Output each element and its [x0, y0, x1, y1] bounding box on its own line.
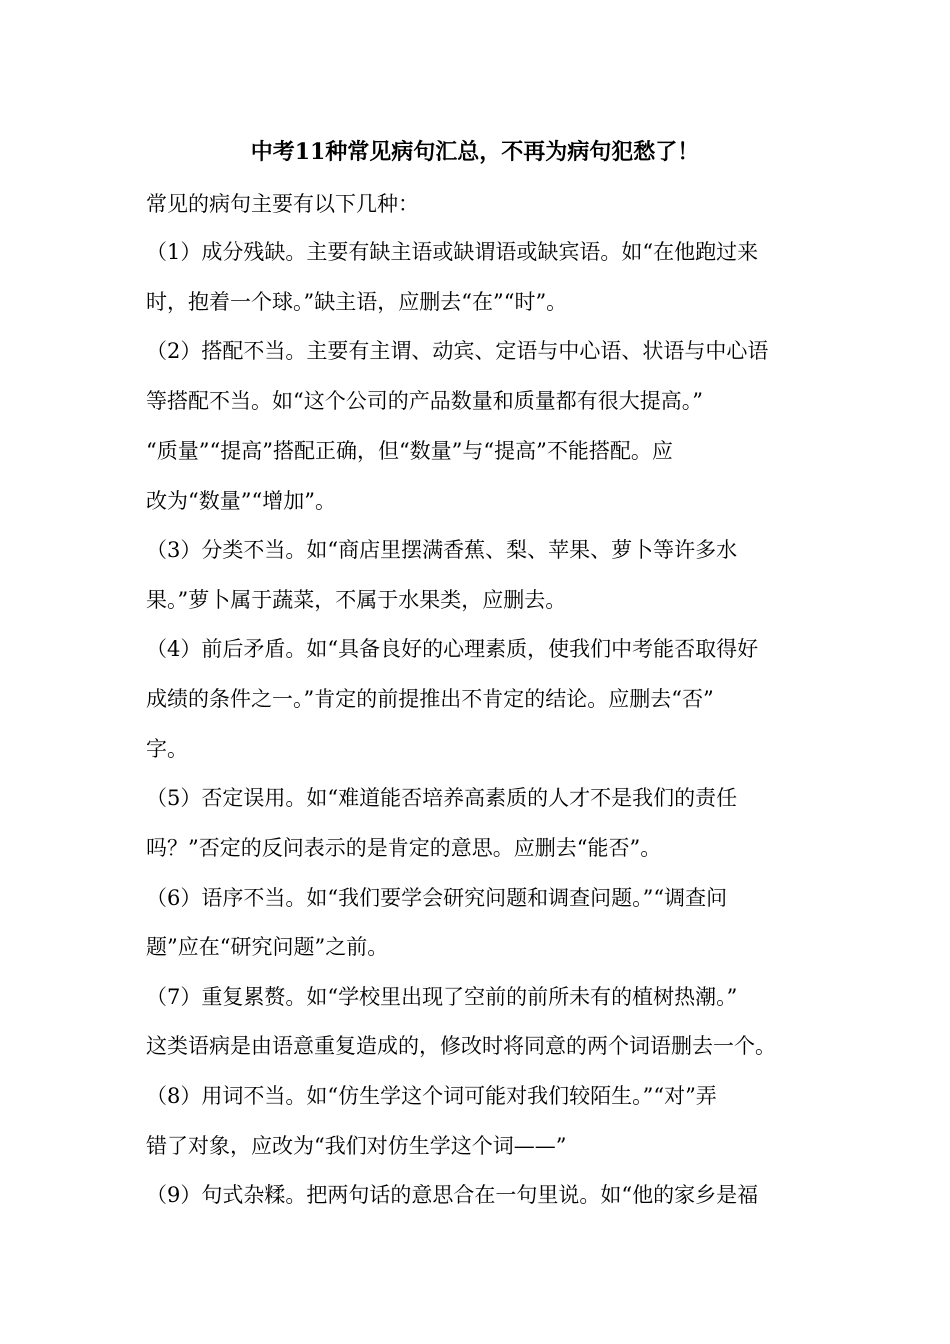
- text-line: （2）搭配不当。主要有主谓、动宾、定语与中心语、状语与中心语: [146, 339, 769, 363]
- text-line: （6）语序不当。如“我们要学会研究问题和调查问题。”“调查问: [146, 886, 728, 910]
- text-line: （3）分类不当。如“商店里摆满香蕉、梨、苹果、萝卜等许多水: [146, 538, 738, 562]
- text-line: “质量”“提高”搭配正确，但“数量”与“提高”不能搭配。应: [146, 439, 673, 463]
- text-line: 改为“数量”“增加”。: [146, 489, 336, 513]
- text-line: 时，抱着一个球。”缺主语，应删去“在”“时”。: [146, 290, 568, 314]
- text-line: 常见的病句主要有以下几种：: [146, 192, 419, 216]
- text-line: （8）用词不当。如“仿生学这个词可能对我们较陌生。”“对”弄: [146, 1084, 717, 1108]
- text-line: （4）前后矛盾。如“具备良好的心理素质，使我们中考能否取得好: [146, 637, 759, 661]
- text-line: 这类语病是由语意重复造成的，修改时将同意的两个词语删去一个。: [146, 1034, 776, 1058]
- text-line: 吗？”否定的反问表示的是肯定的意思。应删去“能否”。: [146, 836, 662, 860]
- text-line: 字。: [146, 737, 188, 761]
- text-line: 成绩的条件之一。”肯定的前提推出不肯定的结论。应删去“否”: [146, 687, 714, 711]
- text-line: 果。”萝卜属于蔬菜，不属于水果类，应删去。: [146, 588, 567, 612]
- text-line: （1）成分残缺。主要有缺主语或缺谓语或缺宾语。如“在他跑过来: [146, 240, 759, 264]
- text-line: 错了对象，应改为“我们对仿生学这个词——”: [146, 1134, 567, 1158]
- text-line: （5）否定误用。如“难道能否培养高素质的人才不是我们的责任: [146, 786, 738, 810]
- text-line: （7）重复累赘。如“学校里出现了空前的前所未有的植树热潮。”: [146, 985, 738, 1009]
- document-title: 中考11种常见病句汇总，不再为病句犯愁了！: [250, 139, 700, 165]
- text-line: 题”应在“研究问题”之前。: [146, 935, 389, 959]
- text-line: （9）句式杂糅。把两句话的意思合在一句里说。如“他的家乡是福: [146, 1183, 759, 1207]
- text-line: 等搭配不当。如“这个公司的产品数量和质量都有很大提高。”: [146, 389, 703, 413]
